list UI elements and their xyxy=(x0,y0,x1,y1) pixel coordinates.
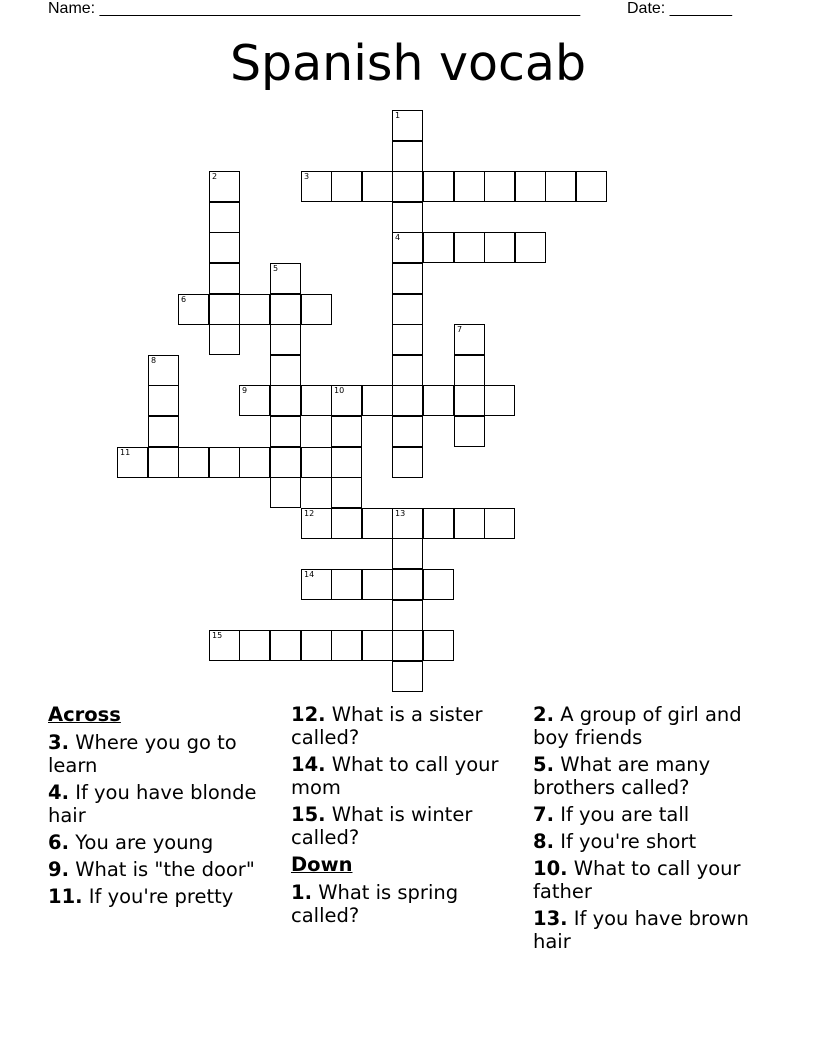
grid-cell[interactable] xyxy=(331,447,362,478)
grid-cell[interactable] xyxy=(148,447,179,478)
grid-cell[interactable] xyxy=(239,447,270,478)
grid-cell[interactable] xyxy=(239,294,270,325)
clue-down-8 xyxy=(533,830,765,853)
clue-text: A group of girl and boy friends xyxy=(533,703,742,749)
clue-number: 6. xyxy=(48,831,69,854)
grid-cell[interactable] xyxy=(576,171,607,202)
grid-cell[interactable] xyxy=(362,508,393,539)
grid-cell[interactable] xyxy=(392,630,423,661)
grid-cell[interactable] xyxy=(392,508,423,539)
clue-text: What is a sister called? xyxy=(291,703,483,749)
clue-down-7 xyxy=(533,803,765,826)
clue-number: 10. xyxy=(533,857,568,880)
grid-cell[interactable] xyxy=(301,447,332,478)
grid-cell[interactable] xyxy=(331,171,362,202)
grid-cell[interactable] xyxy=(209,232,240,263)
cell-number: 2 xyxy=(212,172,218,181)
grid-cell[interactable] xyxy=(209,171,240,202)
grid-cell[interactable] xyxy=(270,385,301,416)
clue-down-10 xyxy=(533,857,765,903)
clue-across-4 xyxy=(48,781,280,827)
clue-text: What is spring called? xyxy=(291,881,459,927)
grid-cell[interactable] xyxy=(331,416,362,447)
grid-cell[interactable] xyxy=(392,141,423,172)
clue-down-13 xyxy=(533,907,765,953)
grid-cell[interactable] xyxy=(362,385,393,416)
clue-text: What is winter called? xyxy=(291,803,473,849)
grid-cell[interactable] xyxy=(423,232,454,263)
grid-cell[interactable] xyxy=(392,416,423,447)
grid-cell[interactable] xyxy=(148,416,179,447)
grid-cell[interactable] xyxy=(454,355,485,386)
clue-text: If you have brown hair xyxy=(533,907,749,953)
cell-number: 11 xyxy=(120,448,131,457)
clue-number: 5. xyxy=(533,753,554,776)
grid-cell[interactable] xyxy=(484,232,515,263)
clue-number: 4. xyxy=(48,781,69,804)
clue-text: If you're pretty xyxy=(88,885,234,908)
clues-column-1 xyxy=(48,703,280,912)
grid-cell[interactable] xyxy=(392,569,423,600)
clue-across-11 xyxy=(48,885,280,908)
clue-number: 9. xyxy=(48,858,69,881)
clue-number: 14. xyxy=(291,753,326,776)
grid-cell[interactable] xyxy=(454,324,485,355)
grid-cell[interactable] xyxy=(209,294,240,325)
clue-across-14 xyxy=(291,753,523,799)
grid-cell[interactable] xyxy=(239,385,270,416)
clue-across-9 xyxy=(48,858,280,881)
grid-cell[interactable] xyxy=(270,294,301,325)
cell-number: 1 xyxy=(395,111,401,120)
cell-number: 8 xyxy=(151,356,157,365)
clue-text: What are many brothers called? xyxy=(533,753,711,799)
clue-text: Where you go to learn xyxy=(48,731,237,777)
grid-cell[interactable] xyxy=(301,508,332,539)
cell-number: 13 xyxy=(395,509,406,518)
cell-number: 15 xyxy=(212,631,223,640)
grid-cell[interactable] xyxy=(392,447,423,478)
grid-cell[interactable] xyxy=(545,171,576,202)
grid-cell[interactable] xyxy=(209,630,240,661)
grid-cell[interactable] xyxy=(209,324,240,355)
grid-cell[interactable] xyxy=(331,477,362,508)
grid-cell[interactable] xyxy=(454,508,485,539)
clue-across-12 xyxy=(291,703,523,749)
grid-cell[interactable] xyxy=(301,569,332,600)
clue-number: 12. xyxy=(291,703,326,726)
clue-text: What to call your father xyxy=(533,857,741,903)
grid-cell[interactable] xyxy=(270,416,301,447)
clue-text: If you have blonde hair xyxy=(48,781,257,827)
grid-cell[interactable] xyxy=(484,508,515,539)
grid-cell[interactable] xyxy=(392,600,423,631)
grid-cell[interactable] xyxy=(270,447,301,478)
grid-cell[interactable] xyxy=(392,232,423,263)
cell-number: 4 xyxy=(395,233,401,242)
grid-cell[interactable] xyxy=(148,385,179,416)
cell-number: 6 xyxy=(181,295,187,304)
grid-cell[interactable] xyxy=(392,171,423,202)
grid-cell[interactable] xyxy=(484,385,515,416)
grid-cell[interactable] xyxy=(423,630,454,661)
name-field-label[interactable]: Name: ______________________________________________________ xyxy=(48,0,581,17)
clue-down-1 xyxy=(291,881,523,927)
grid-cell[interactable] xyxy=(331,508,362,539)
grid-cell[interactable] xyxy=(209,202,240,233)
grid-cell[interactable] xyxy=(392,110,423,141)
grid-cell[interactable] xyxy=(270,477,301,508)
grid-cell[interactable] xyxy=(178,294,209,325)
clue-number: 1. xyxy=(291,881,312,904)
clue-text: You are young xyxy=(75,831,214,854)
grid-cell[interactable] xyxy=(515,232,546,263)
grid-cell[interactable] xyxy=(331,630,362,661)
grid-cell[interactable] xyxy=(454,385,485,416)
grid-cell[interactable] xyxy=(301,630,332,661)
grid-cell[interactable] xyxy=(392,661,423,692)
grid-cell[interactable] xyxy=(209,447,240,478)
grid-cell[interactable] xyxy=(362,630,393,661)
grid-cell[interactable] xyxy=(392,202,423,233)
clue-down-5 xyxy=(533,753,765,799)
grid-cell[interactable] xyxy=(178,447,209,478)
clue-text: What is "the door" xyxy=(75,858,255,881)
grid-cell[interactable] xyxy=(301,171,332,202)
cell-number: 14 xyxy=(304,570,315,579)
clue-number: 3. xyxy=(48,731,69,754)
cell-number: 9 xyxy=(242,386,248,395)
page-title: Spanish vocab xyxy=(229,35,587,92)
clue-text: If you're short xyxy=(560,830,697,853)
cell-number: 3 xyxy=(304,172,310,181)
grid-cell[interactable] xyxy=(148,355,179,386)
grid-cell[interactable] xyxy=(239,630,270,661)
grid-cell[interactable] xyxy=(454,232,485,263)
clue-number: 13. xyxy=(533,907,568,930)
grid-cell[interactable] xyxy=(301,294,332,325)
grid-cell[interactable] xyxy=(301,385,332,416)
clue-text: What to call your mom xyxy=(291,753,499,799)
clue-across-3 xyxy=(48,731,280,777)
grid-cell[interactable] xyxy=(454,416,485,447)
clue-number: 8. xyxy=(533,830,554,853)
grid-cell[interactable] xyxy=(270,263,301,294)
grid-cell[interactable] xyxy=(484,171,515,202)
clue-text: If you are tall xyxy=(560,803,690,826)
clue-number: 15. xyxy=(291,803,326,826)
clue-down-2 xyxy=(533,703,765,749)
grid-cell[interactable] xyxy=(423,385,454,416)
grid-cell[interactable] xyxy=(454,171,485,202)
clue-number: 2. xyxy=(533,703,554,726)
grid-cell[interactable] xyxy=(331,569,362,600)
clue-across-6 xyxy=(48,831,280,854)
grid-cell[interactable] xyxy=(392,324,423,355)
clue-across-15 xyxy=(291,803,523,849)
across-heading: Across xyxy=(48,703,121,726)
cell-number: 12 xyxy=(304,509,315,518)
grid-cell[interactable] xyxy=(423,569,454,600)
down-heading: Down xyxy=(291,853,353,876)
grid-cell[interactable] xyxy=(362,171,393,202)
date-field-label[interactable]: Date: _______ xyxy=(627,0,732,17)
grid-cell[interactable] xyxy=(423,508,454,539)
clue-number: 7. xyxy=(533,803,554,826)
clues-column-2 xyxy=(291,703,523,931)
grid-cell[interactable] xyxy=(209,263,240,294)
grid-cell[interactable] xyxy=(117,447,148,478)
cell-number: 5 xyxy=(273,264,279,273)
clue-number: 11. xyxy=(48,885,83,908)
grid-cell[interactable] xyxy=(392,538,423,569)
grid-cell[interactable] xyxy=(423,171,454,202)
cell-number: 10 xyxy=(334,386,345,395)
grid-cell[interactable] xyxy=(392,294,423,325)
grid-cell[interactable] xyxy=(270,630,301,661)
grid-cell[interactable] xyxy=(515,171,546,202)
grid-cell[interactable] xyxy=(392,385,423,416)
grid-cell[interactable] xyxy=(331,385,362,416)
cell-number: 7 xyxy=(457,325,463,334)
grid-cell[interactable] xyxy=(392,355,423,386)
grid-cell[interactable] xyxy=(392,263,423,294)
grid-cell[interactable] xyxy=(362,569,393,600)
grid-cell[interactable] xyxy=(270,324,301,355)
grid-cell[interactable] xyxy=(270,355,301,386)
clues-column-3 xyxy=(533,703,765,957)
